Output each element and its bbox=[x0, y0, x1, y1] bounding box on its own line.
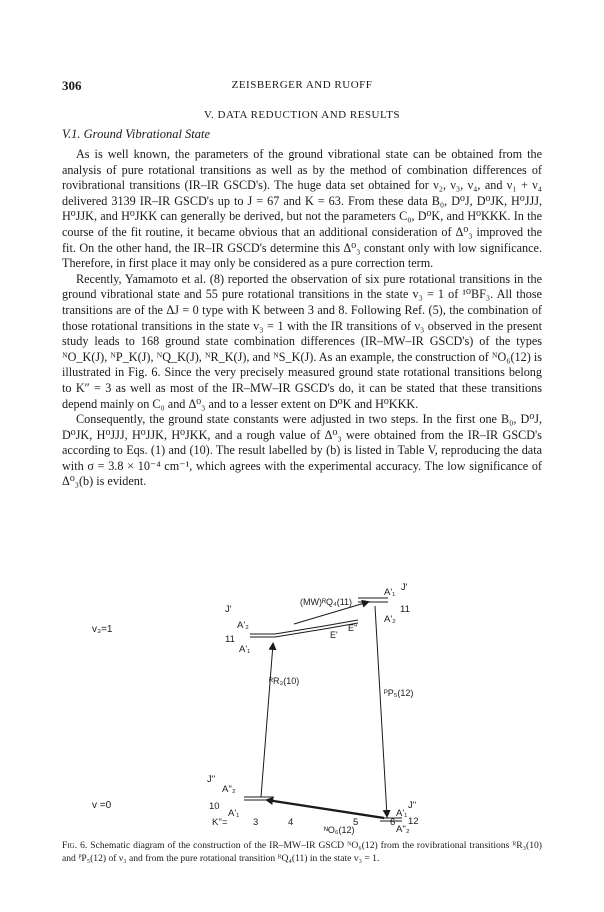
sym-a1prime-lower-right: A'₁ bbox=[396, 808, 408, 819]
k-axis bbox=[62, 812, 542, 832]
paragraph-2: Recently, Yamamoto et al. (8) reported the observation of six pure rotational transitions in the ground vibrational state and 55 pure rotational transitions in the state v₃ = 1 of ¹⁰BF₃. All those transitions are of the ΔJ = 0 type with K between 3 and 8. Following Ref. (5), the combination of those rotational transitions in the state v₃ = 1 with the IR transitions of ν₃ observed in the present study leads to 168 ground state combination differences (IR–MW–IR GSCD's) of the types ᴺO_K(J), ᴺP_K(J), ᴺQ_K(J), ᴺR_K(J), and ᴺS_K(J). As an example, the construction of ᴺO₆(12) is illustrated in Fig. 6. Since the very precisely measured ground state rotational transitions belong to K″ = 3 as well as most of the IR–MW–IR GSCD's do, it can be stated that these transitions depend mainly on C₀ and Δ⁰₃ and to a lesser extent on D⁰K and H⁰KKK. bbox=[62, 271, 542, 411]
p-transition-label: ᴾP₅(12) bbox=[384, 688, 414, 698]
sym-e-prime: E' bbox=[330, 630, 338, 640]
sym-a1prime-left: A'₁ bbox=[239, 644, 251, 655]
sym-a2prime-left: A'₂ bbox=[237, 620, 249, 631]
jprime-label-left: J' bbox=[225, 604, 232, 615]
body-text bbox=[62, 147, 542, 490]
sym-a1prime-lower-left: A'₁ bbox=[228, 808, 240, 819]
jdouble-label-left: J" bbox=[207, 774, 216, 785]
jprime-value-right: 11 bbox=[400, 604, 410, 615]
section-title: V. DATA REDUCTION AND RESULTS bbox=[203, 109, 401, 121]
k-value-5: 5 bbox=[353, 817, 359, 828]
figure-caption bbox=[62, 840, 542, 865]
p-transition-arrow bbox=[375, 606, 387, 816]
jprime-value-left: 11 bbox=[225, 634, 235, 645]
state-label-v0: v =0 bbox=[92, 800, 112, 811]
mw-transition-label: (MW)ᴿQ₄(11) bbox=[300, 597, 353, 607]
sym-a2prime-right: A'₂ bbox=[384, 614, 396, 625]
energy-level-diagram bbox=[62, 560, 542, 835]
jdouble-label-right: J" bbox=[408, 800, 417, 811]
jdouble-value-left: 10 bbox=[209, 801, 220, 812]
jdouble-value-right: 12 bbox=[408, 816, 419, 827]
n-transition-label: ᴺO₆(12) bbox=[324, 825, 355, 835]
sym-e-double-prime: E'' bbox=[348, 623, 358, 633]
state-label-v3: v₃=1 bbox=[92, 624, 113, 635]
page-number: 306 bbox=[62, 78, 82, 93]
k-value-6: 6 bbox=[390, 817, 396, 828]
subsection-title: V.1. Ground Vibrational State bbox=[62, 127, 211, 141]
paragraph-3: Consequently, the ground state constants were adjusted in two steps. In the first one B₀, D⁰J, D⁰JK, H⁰JJJ, H⁰JJK, H⁰JKK, and a rough value of Δ⁰₃ were obtained from the IR–IR GSCD's according to Eqs. (1) and (10). The result labelled by (b) is listed in Table V, reproducing the data with σ = 3.8 × 10⁻⁴ cm⁻¹, which agrees with the experimental accuracy. The low significance of Δ⁰₃(b) is evident. bbox=[62, 412, 542, 489]
k-axis-label: K''= bbox=[212, 817, 228, 828]
page-header bbox=[62, 78, 542, 94]
r-transition-arrow bbox=[261, 644, 273, 797]
caption-label: Fig. 6. bbox=[62, 840, 88, 851]
k-value-3: 3 bbox=[253, 817, 259, 828]
k-value-4: 4 bbox=[288, 817, 294, 828]
sym-a2double-left: A''₂ bbox=[222, 784, 236, 795]
sym-a1prime-right: A'₁ bbox=[384, 587, 396, 598]
r-transition-label: ᴿR₃(10) bbox=[269, 676, 300, 686]
caption-text: Schematic diagram of the construction of the IR–MW–IR GSCD ᴺO₆(12) from the rovibrational transitions ᴿR₃(10) and ᴾP₅(12) of ν₃ and from the pure rotational transition ᴿQ₄(11) in the state v₃ = 1. bbox=[62, 840, 542, 864]
paragraph-1: As is well known, the parameters of the ground vibrational state can be obtained from the analysis of pure rotational transitions as well as by the method of combination differences of rovibrational transitions (IR–IR GSCD's). The huge data set obtained for ν₂, ν₃, ν₄, and ν₁ + ν₄ delivered 3139 IR–IR GSCD's up to J = 67 and K = 63. From these data B₀, D⁰J, D⁰JK, H⁰JJJ, H⁰JJK, and H⁰JKK can generally be derived, but not the parameters C₀, D⁰K, and H⁰KKK. In the course of the fit routine, it became obvious that an additional consideration of Δ⁰₃ improved the fit. On the other hand, the IR–IR GSCD's determine this Δ⁰₃ constant only with low significance. Therefore, in first place it may only be considered as a pure correction term. bbox=[62, 147, 542, 271]
figure-6 bbox=[62, 560, 542, 835]
sym-a2double-right: A''₂ bbox=[396, 824, 410, 835]
jprime-label-right: J' bbox=[401, 582, 408, 593]
running-head: ZEISBERGER AND RUOFF bbox=[231, 79, 373, 91]
